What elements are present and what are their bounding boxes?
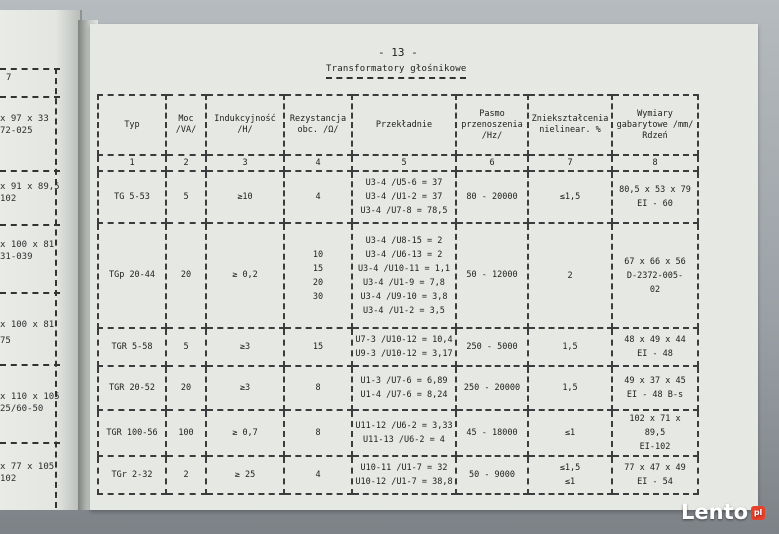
ratio-line: U3-4 /U8-15 = 2 [365, 235, 443, 246]
header-cell: Pasmo przenoszenia /Hz/ [456, 95, 528, 155]
ratio-line: U3-4 /U1-9 = 7,8 [363, 277, 445, 288]
inductance-cell: ≥3 [206, 366, 284, 410]
distortion-value: ≤1,5 [559, 192, 581, 202]
previous-page [0, 10, 82, 510]
header-cell: Wymiary gabarytowe /mm/ Rdzeń [612, 95, 698, 155]
resistance-value: 15 [312, 342, 324, 352]
dimension-line: EI - 48 B-s [626, 390, 684, 400]
distortion-value: ≤1 [564, 428, 576, 438]
bandwidth-cell: 250 - 5000 [456, 328, 528, 366]
ratio-line: U11-12 /U6-2 = 3,33 [355, 421, 453, 431]
distortion-cell [528, 456, 612, 494]
bandwidth-cell: 45 - 18000 [456, 410, 528, 456]
left-page-fragment: 102 [0, 194, 17, 204]
page-title: Transformatory głośnikowe [326, 64, 467, 74]
resistance-value: 10 [312, 249, 324, 260]
ratio-line: U3-4 /U7-8 = 78,5 [360, 206, 448, 216]
resistance-value: 8 [315, 428, 321, 438]
resistance-value: 15 [312, 263, 324, 274]
dimension-line: EI - 48 [637, 349, 673, 359]
header-cell: Typ [98, 95, 166, 155]
left-page-fragment: 31-039 [0, 252, 33, 262]
column-number: 4 [284, 155, 352, 171]
ratio-line: U10-11 /U1-7 = 32 [360, 463, 448, 473]
load-resistance-cell [284, 328, 352, 366]
distortion-value: ≤1 [564, 477, 576, 487]
table-row [98, 328, 698, 366]
dimensions-cell [612, 456, 698, 494]
ratio-line: U3-4 /U10-11 = 1,1 [357, 263, 451, 274]
dimension-line: D-2372-005- [626, 270, 684, 281]
dimension-line: EI-102 [639, 442, 671, 452]
left-page-row-line [0, 68, 60, 70]
table-row [98, 456, 698, 494]
distortion-value: ≤1,5 [559, 463, 581, 473]
type-cell: TG 5-53 [98, 171, 166, 223]
ratio-line: U3-4 /U1-2 = 3,5 [363, 305, 445, 316]
type-cell: TGR 5-58 [98, 328, 166, 366]
column-number: 8 [612, 155, 698, 171]
dimension-line: 89,5 [644, 428, 666, 438]
ratios-cell [352, 410, 456, 456]
load-resistance-cell [284, 410, 352, 456]
dimension-line: 67 x 66 x 56 [624, 256, 686, 267]
dimension-line: 49 x 37 x 45 [624, 376, 686, 386]
resistance-value: 30 [312, 291, 324, 302]
power-cell: 100 [166, 410, 206, 456]
distortion-value: 1,5 [562, 342, 578, 352]
dimensions-cell [612, 223, 698, 328]
left-page-fragment: 102 [0, 474, 17, 484]
ratio-line: U3-4 /U1-2 = 37 [365, 192, 443, 202]
type-cell: TGp 20-44 [98, 223, 166, 328]
left-page-row-line [0, 292, 60, 294]
watermark-badge: pl [751, 506, 765, 520]
ratio-line: U9-3 /U10-12 = 3,17 [355, 349, 453, 359]
power-cell: 5 [166, 328, 206, 366]
bandwidth-cell: 80 - 20000 [456, 171, 528, 223]
type-cell: TGR 100-56 [98, 410, 166, 456]
inductance-cell: ≥ 0,2 [206, 223, 284, 328]
title-underline [326, 77, 466, 79]
dimension-line: 02 [649, 284, 661, 295]
lento-watermark [681, 500, 765, 524]
column-number: 2 [166, 155, 206, 171]
left-page-fragment: x 77 x 105 [0, 462, 55, 472]
inductance-cell: ≥3 [206, 328, 284, 366]
distortion-cell [528, 366, 612, 410]
table-row [98, 171, 698, 223]
header-cell: Przekładnie [352, 95, 456, 155]
dimensions-cell [612, 171, 698, 223]
power-cell: 20 [166, 223, 206, 328]
bandwidth-cell: 50 - 9000 [456, 456, 528, 494]
header-cell: Rezystancja obc. /Ω/ [284, 95, 352, 155]
column-number: 1 [98, 155, 166, 171]
left-page-row-line [0, 364, 60, 366]
dimension-line: EI - 60 [637, 199, 673, 209]
resistance-value: 8 [315, 383, 321, 393]
dimension-line: 80,5 x 53 x 79 [619, 185, 691, 195]
distortion-cell [528, 328, 612, 366]
left-page-fragment: x 97 x 33 [0, 114, 49, 124]
ratio-line: U11-13 /U6-2 = 4 [363, 435, 445, 445]
left-page-fragment: x 100 x 81 [0, 320, 55, 330]
left-page-fragment: x 110 x 105 [0, 392, 60, 402]
dimension-line: 48 x 49 x 44 [624, 335, 686, 345]
ratio-line: U1-4 /U7-6 = 8,24 [360, 390, 448, 400]
power-cell: 5 [166, 171, 206, 223]
ratio-line: U1-3 /U7-6 = 6,89 [360, 376, 448, 386]
dimensions-cell [612, 410, 698, 456]
watermark-text: Lento [681, 500, 749, 524]
dimension-line: EI - 54 [637, 477, 673, 487]
header-cell: Indukcyjność /H/ [206, 95, 284, 155]
ratios-cell [352, 223, 456, 328]
bandwidth-cell: 50 - 12000 [456, 223, 528, 328]
ratios-cell [352, 328, 456, 366]
left-page-fragment: 25/60-50 [0, 404, 44, 414]
left-page-fragment: 7 [6, 73, 12, 83]
distortion-value: 2 [567, 270, 573, 281]
column-number: 3 [206, 155, 284, 171]
table-header-row [98, 95, 698, 155]
ratios-cell [352, 366, 456, 410]
left-page-fragment: x 100 x 81 [0, 240, 55, 250]
left-page-fragment: 75 [0, 336, 11, 346]
page-number: - 13 - [378, 46, 418, 59]
left-page-row-line [0, 442, 60, 444]
ratios-cell [352, 171, 456, 223]
distortion-value: 1,5 [562, 383, 578, 393]
dimension-line: 77 x 47 x 49 [624, 463, 686, 473]
distortion-cell [528, 410, 612, 456]
resistance-value: 20 [312, 277, 324, 288]
load-resistance-cell [284, 171, 352, 223]
power-cell: 20 [166, 366, 206, 410]
inductance-cell: ≥ 0,7 [206, 410, 284, 456]
ratio-line: U3-4 /U9-10 = 3,8 [360, 291, 448, 302]
type-cell: TGR 20-52 [98, 366, 166, 410]
bandwidth-cell: 250 - 20000 [456, 366, 528, 410]
header-cell: Moc /VA/ [166, 95, 206, 155]
inductance-cell: ≥ 25 [206, 456, 284, 494]
left-page-row-line [0, 224, 60, 226]
load-resistance-cell [284, 223, 352, 328]
dimensions-cell [612, 366, 698, 410]
dimension-line: 102 x 71 x [629, 414, 681, 424]
ratio-line: U3-4 /U5-6 = 37 [365, 178, 443, 188]
load-resistance-cell [284, 456, 352, 494]
column-number-row [98, 155, 698, 171]
ratio-line: U10-12 /U1-7 = 38,8 [355, 477, 453, 487]
ratios-cell [352, 456, 456, 494]
header-cell: Zniekształcenia nielinear. % [528, 95, 612, 155]
inductance-cell: ≥10 [206, 171, 284, 223]
dimensions-cell [612, 328, 698, 366]
table-row [98, 223, 698, 328]
left-page-fragment: x 91 x 89,5 [0, 182, 60, 192]
column-number: 7 [528, 155, 612, 171]
distortion-cell [528, 171, 612, 223]
left-page-row-line [0, 96, 60, 98]
column-number: 5 [352, 155, 456, 171]
resistance-value: 4 [315, 470, 321, 480]
column-number: 6 [456, 155, 528, 171]
resistance-value: 4 [315, 192, 321, 202]
load-resistance-cell [284, 366, 352, 410]
left-page-row-line [0, 170, 60, 172]
type-cell: TGr 2-32 [98, 456, 166, 494]
transformer-spec-table [97, 94, 699, 495]
distortion-cell [528, 223, 612, 328]
document-page [90, 24, 758, 510]
table-row [98, 410, 698, 456]
power-cell: 2 [166, 456, 206, 494]
ratio-line: U7-3 /U10-12 = 10,4 [355, 335, 453, 345]
table-row [98, 366, 698, 410]
ratio-line: U3-4 /U6-13 = 2 [365, 249, 443, 260]
left-page-fragment: 72-025 [0, 126, 33, 136]
